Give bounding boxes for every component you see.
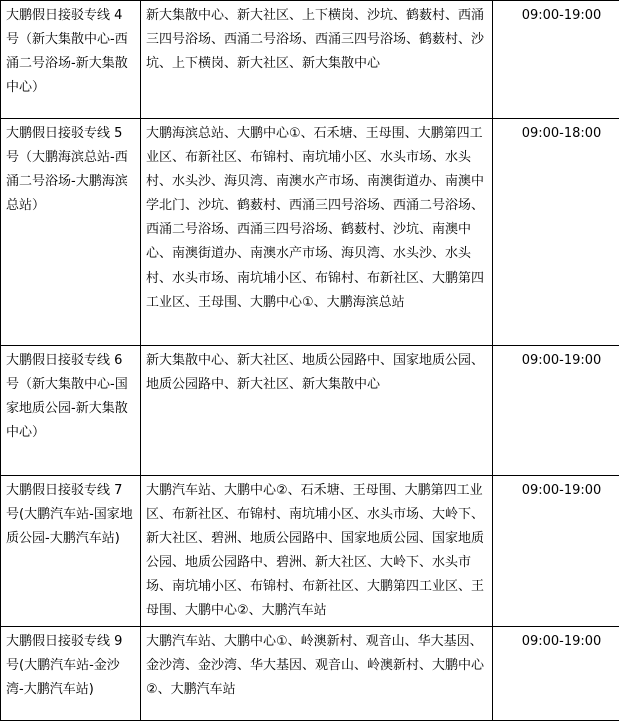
service-hours-cell: 09:00-19:00 xyxy=(493,1,619,119)
route-stops-cell: 大鹏汽车站、大鹏中心②、石禾塘、王母围、大鹏第四工业区、布新社区、布锦村、南坑埔小区、水头市场、大岭下、新大社区、碧洲、地质公园路中、国家地质公园、国家地质公园、地质公园路中、碧洲、新大社区、大岭下、水头市场、南坑埔小区、布锦村、布新社区、大鹏第四工业区、王母围、大鹏中心②、大鹏汽车站 xyxy=(141,476,493,627)
route-name-cell: 大鹏假日接驳专线 5 号（大鹏海滨总站-西涌二号浴场-大鹏海滨总站） xyxy=(1,119,141,346)
table-row xyxy=(1,1,619,119)
route-name-cell: 大鹏假日接驳专线 6 号（新大集散中心-国家地质公园-新大集散中心） xyxy=(1,346,141,476)
table-row xyxy=(1,346,619,476)
route-name-cell: 大鹏假日接驳专线 7 号(大鹏汽车站-国家地质公园-大鹏汽车站) xyxy=(1,476,141,627)
route-stops-cell: 新大集散中心、新大社区、上下横岗、沙坑、鹤薮村、西涌三四号浴场、西涌二号浴场、西涌三四号浴场、鹤薮村、沙坑、上下横岗、新大社区、新大集散中心 xyxy=(141,1,493,119)
route-name-cell: 大鹏假日接驳专线 4 号（新大集散中心-西涌二号浴场-新大集散中心） xyxy=(1,1,141,119)
route-stops-cell: 新大集散中心、新大社区、地质公园路中、国家地质公园、地质公园路中、新大社区、新大集散中心 xyxy=(141,346,493,476)
route-name-cell: 大鹏假日接驳专线 9 号(大鹏汽车站-金沙湾-大鹏汽车站) xyxy=(1,627,141,721)
table-row xyxy=(1,627,619,721)
service-hours-cell: 09:00-19:00 xyxy=(493,346,619,476)
table-row xyxy=(1,119,619,346)
service-hours-cell: 09:00-18:00 xyxy=(493,119,619,346)
service-hours-cell: 09:00-19:00 xyxy=(493,627,619,721)
service-hours-cell: 09:00-19:00 xyxy=(493,476,619,627)
table-row xyxy=(1,476,619,627)
route-stops-cell: 大鹏海滨总站、大鹏中心①、石禾塘、王母围、大鹏第四工业区、布新社区、布锦村、南坑埔小区、水头市场、水头村、水头沙、海贝湾、南澳水产市场、南澳街道办、南澳中学北门、沙坑、鹤薮村、西涌三四号浴场、西涌二号浴场、西涌二号浴场、西涌三四号浴场、鹤薮村、沙坑、南澳中心、南澳街道办、南澳水产市场、海贝湾、水头沙、水头村、水头市场、南坑埔小区、布锦村、布新社区、大鹏第四工业区、王母围、大鹏中心①、大鹏海滨总站 xyxy=(141,119,493,346)
route-stops-cell: 大鹏汽车站、大鹏中心①、岭澳新村、观音山、华大基因、金沙湾、金沙湾、华大基因、观音山、岭澳新村、大鹏中心②、大鹏汽车站 xyxy=(141,627,493,721)
